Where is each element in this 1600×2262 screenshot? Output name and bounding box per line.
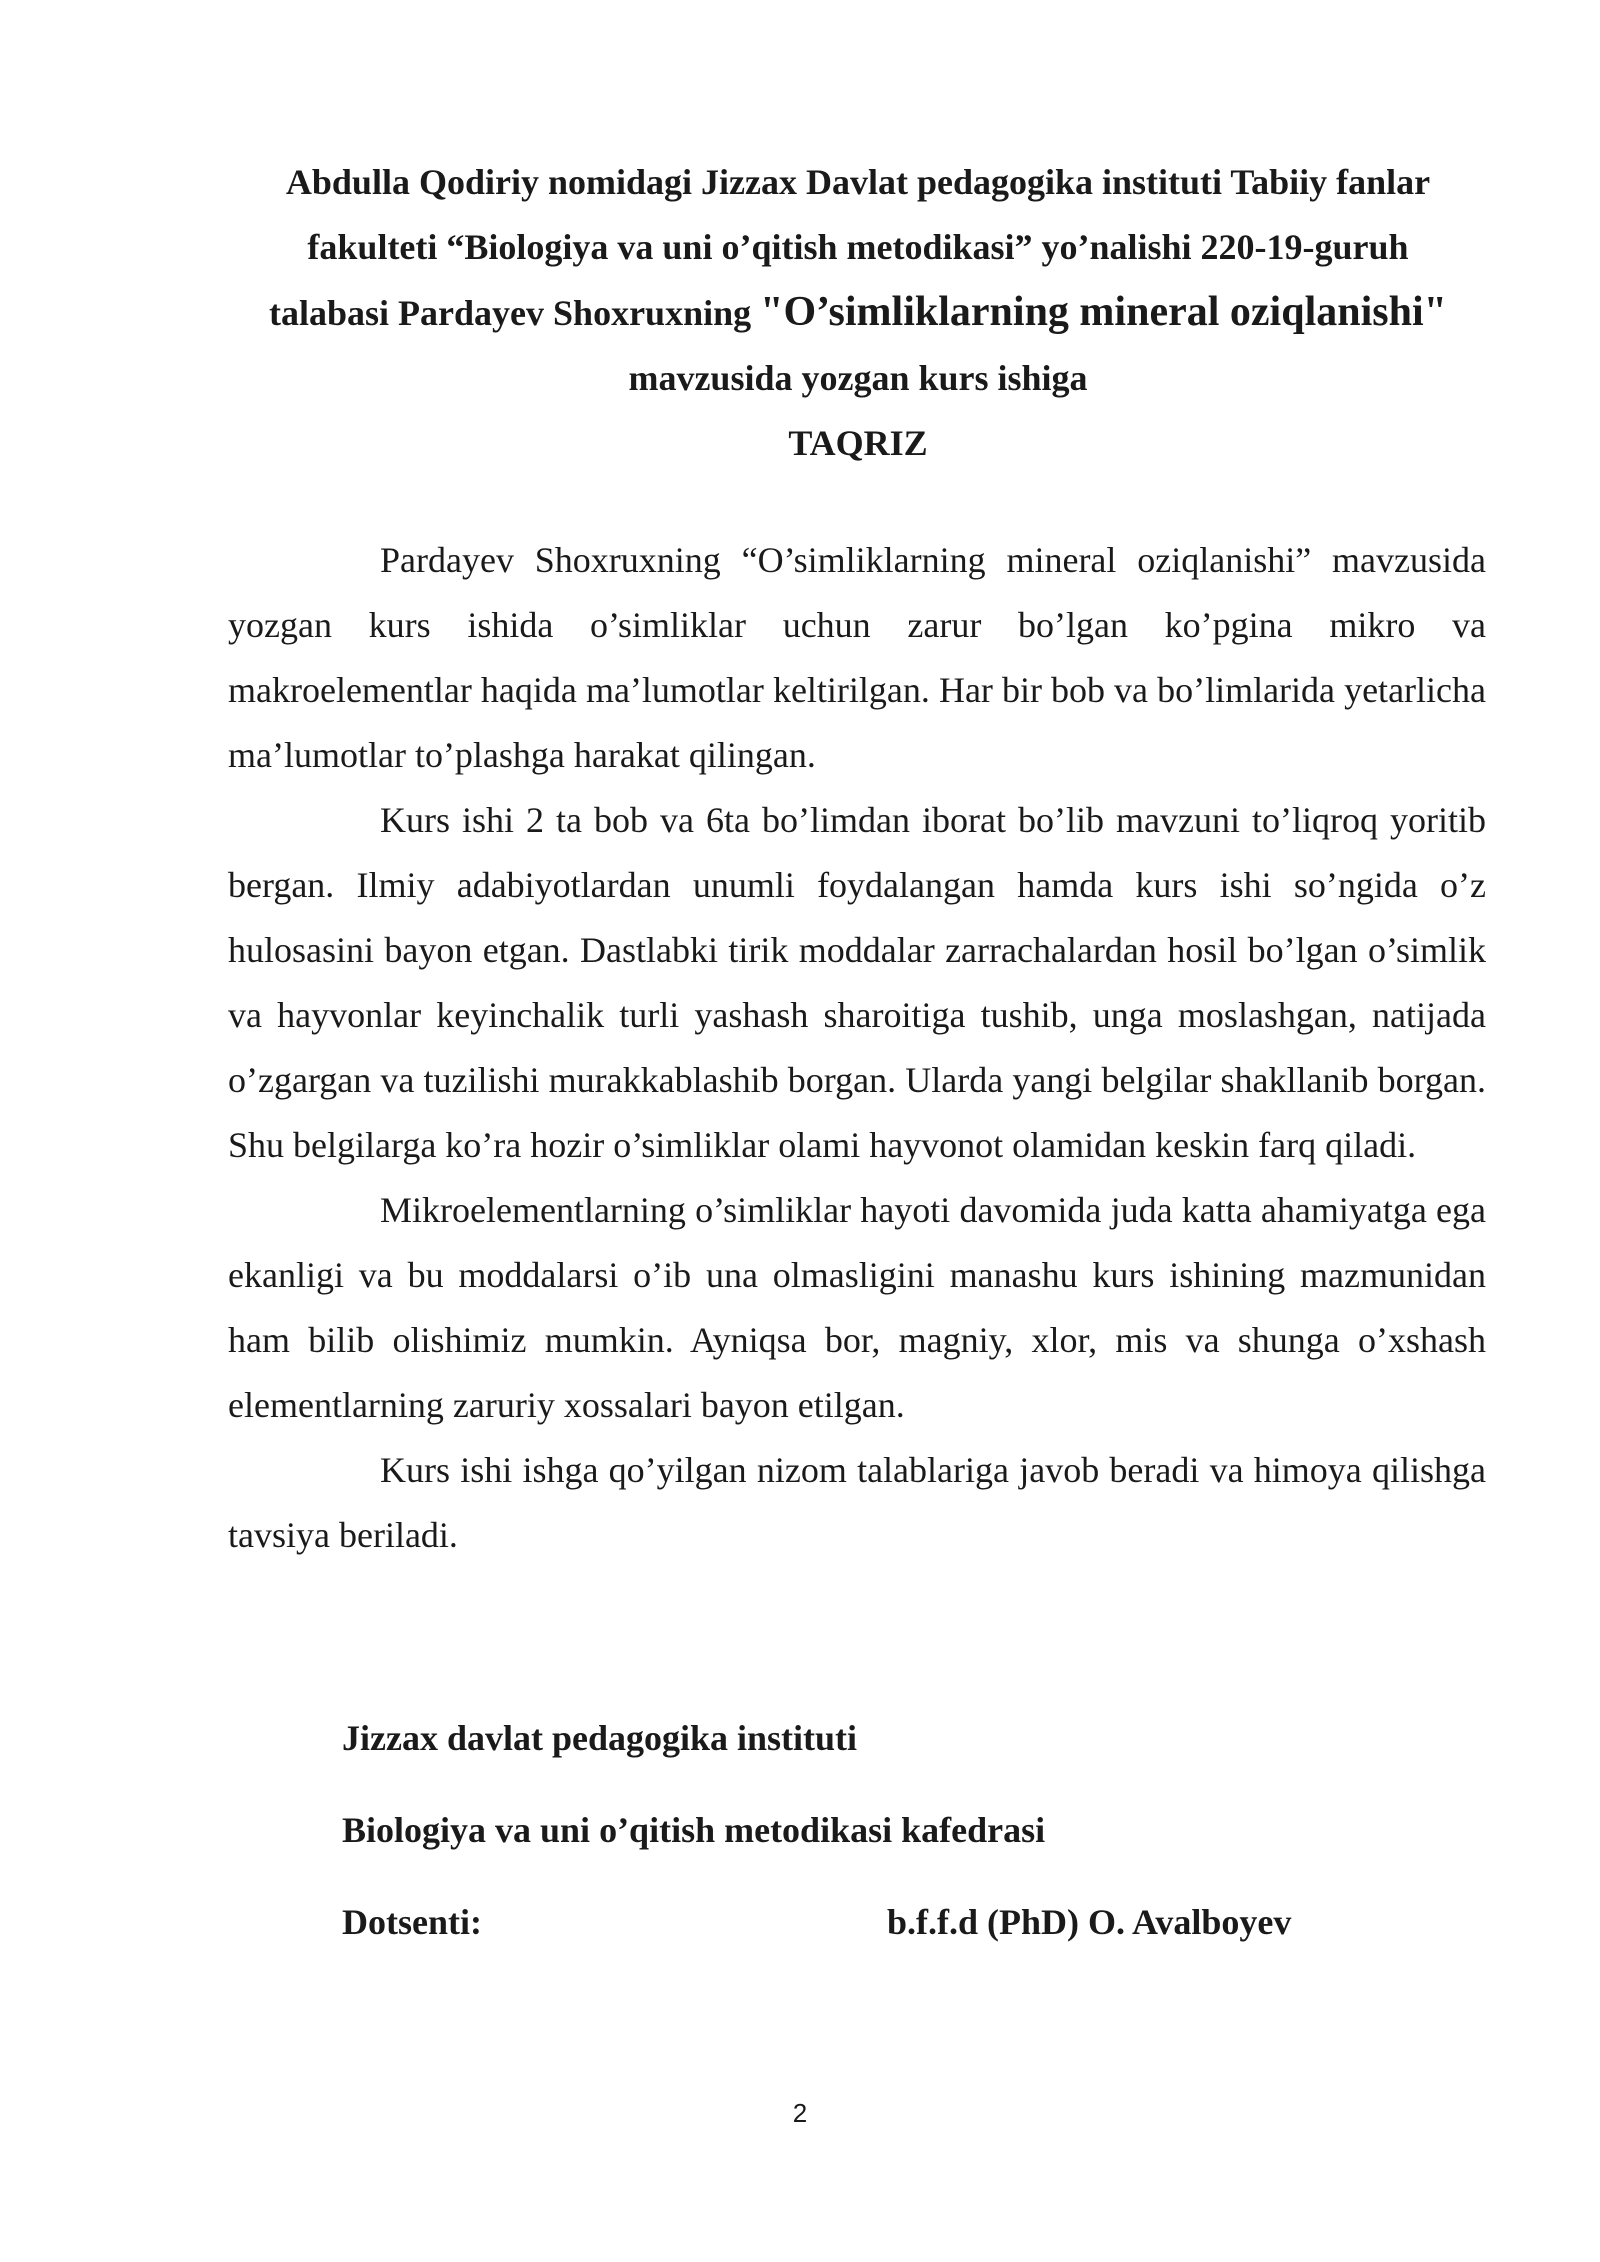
document-header — [228, 150, 1488, 476]
header-line-1: Abdulla Qodiriy nomidagi Jizzax Davlat pedagogika instituti Tabiiy fanlar — [285, 162, 1431, 202]
signature-department: Biologiya va uni o’qitish metodikasi kafedrasi — [342, 1810, 1046, 1850]
body-paragraph-4: Kurs ishi ishga qo’yilgan nizom talablariga javob beradi va himoya qilishga tavsiya beriladi. — [228, 1450, 1486, 1555]
header-line-3 — [228, 280, 1488, 346]
body-paragraph-3: Mikroelementlarning o’simliklar hayoti davomida juda katta ahamiyatga ega ekanligi va bu moddalarsi o’ib una olmasligini manashu kurs ishining mazmunidan ham bilib olishimiz mumkin. Ayniqsa bor, magniy, xlor, mis va shunga o’xshash elementlarning zaruriy xossalari bayon etilgan. — [228, 1190, 1486, 1425]
body-paragraph-2: Kurs ishi 2 ta bob va 6ta bo’limdan iborat bo’lib mavzuni to’liqroq yoritib bergan. Ilmiy adabiyotlardan unumli foydalangan hamda kurs ishi so’ngida o’z hulosasini bayon etgan. Dastlabki tirik moddalar zarrachalardan hosil bo’lgan o’simlik va hayvonlar keyinchalik turli yashash sharoitiga tushib, unga moslashgan, natijada o’zgargan va tuzilishi murakkablashib borgan. Ularda yangi belgilar shakllanib borgan. Shu belgilarga ko’ra hozir o’simliklar olami hayvonot olamidan keskin farq qiladi. — [228, 800, 1486, 1165]
document-body — [228, 528, 1486, 1568]
signature-row — [342, 1894, 1292, 1986]
header-line-4: mavzusida yozgan kurs ishiga — [628, 358, 1088, 398]
header-line-2: fakulteti “Biologiya va uni o’qitish metodikasi” yo’nalishi 220-19-guruh — [307, 227, 1409, 267]
page-number: 2 — [792, 2098, 808, 2128]
header-topic: "O’simliklarning mineral oziqlanishi" — [760, 289, 1447, 335]
signature-name: b.f.f.d (PhD) O. Avalboyev — [887, 1902, 1292, 1942]
signature-block — [342, 1710, 1292, 1986]
header-line-3-prefix: talabasi Pardayev Shoxruxning — [269, 293, 761, 333]
document-title: TAQRIZ — [788, 423, 928, 463]
signature-position: Dotsenti: — [342, 1902, 482, 1942]
body-paragraph-1: Pardayev Shoxruxning “O’simliklarning mineral oziqlanishi” mavzusida yozgan kurs ishida o’simliklar uchun zarur bo’lgan ko’pgina mikro va makroelementlar haqida ma’lumotlar keltirilgan. Har bir bob va bo’limlarida yetarlicha ma’lumotlar to’plashga harakat qilingan. — [228, 540, 1486, 775]
signature-institution: Jizzax davlat pedagogika instituti — [342, 1718, 858, 1758]
